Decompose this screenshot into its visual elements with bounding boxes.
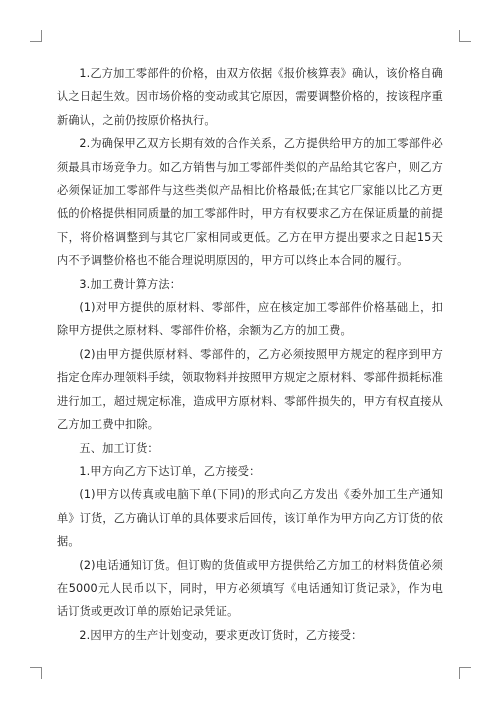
paragraph-order-phone: (2)电话通知订货。但订购的货值或甲方提供给乙方加工的材料货值必须在5000元人民币以下，同时，甲方必须填写《电话通知订货记录》，作为电话订货或更改订单的原始记录凭证。	[57, 558, 443, 619]
section-heading-ordering: 五、加工订货：	[79, 441, 159, 455]
crop-mark-bottom-left	[30, 667, 42, 679]
paragraph-order-fax: (1)甲方以传真或电脑下单(下同)的形式向乙方发出《委外加工生产通知单》订货，乙方确认订单的具体要求后回传，该订单作为甲方向乙方订货的依据。	[57, 488, 443, 549]
paragraph-competitiveness: 2.为确保甲乙双方长期有效的合作关系，乙方提供给甲方的加工零部件必须最具市场竞争力。如乙方销售与加工零部件类似的产品给其它客户，则乙方必须保证加工零部件与这些类似产品相比价格最低;在其它厂家能以比乙方更低的价格提供相同质量的加工零部件时，甲方有权要求乙方在保证质量的前提下，将价格调整到与其它厂家相同或更低。乙方在甲方提出要求之日起15天内不予调整价格也不能合理说明原因的，甲方可以终止本合同的履行。	[57, 137, 443, 268]
paragraph-price-confirmation: 1.乙方加工零部件的价格，由双方依据《报价核算表》确认，该价格自确认之日起生效。因市场价格的变动或其它原因，需要调整价格的，按该程序重新确认，之前仍按原价格执行。	[57, 67, 443, 127]
crop-mark-bottom-right	[459, 667, 471, 679]
paragraph-order-issue: 1.甲方向乙方下达订单，乙方接受：	[79, 464, 261, 478]
paragraph-fee-method-heading: 3.加工费计算方法：	[79, 277, 182, 291]
crop-mark-top-left	[30, 30, 42, 42]
document-body	[57, 62, 443, 647]
paragraph-fee-method-1: (1)对甲方提供的原材料、零部件，应在核定加工零部件价格基础上，扣除甲方提供之原材料、零部件价格，余额为乙方的加工费。	[57, 301, 443, 338]
paragraph-order-change: 2.因甲方的生产计划变动，要求更改订货时，乙方接受：	[79, 628, 363, 642]
crop-mark-top-right	[459, 30, 471, 42]
paragraph-fee-method-2: (2)由甲方提供原材料、零部件的，乙方必须按照甲方规定的程序到甲方指定仓库办理领料手续，领取物料并按照甲方规定之原材料、零部件损耗标准进行加工，超过规定标准，造成甲方原材料、零部件损失的，甲方有权直接从乙方加工费中扣除。	[57, 347, 443, 432]
